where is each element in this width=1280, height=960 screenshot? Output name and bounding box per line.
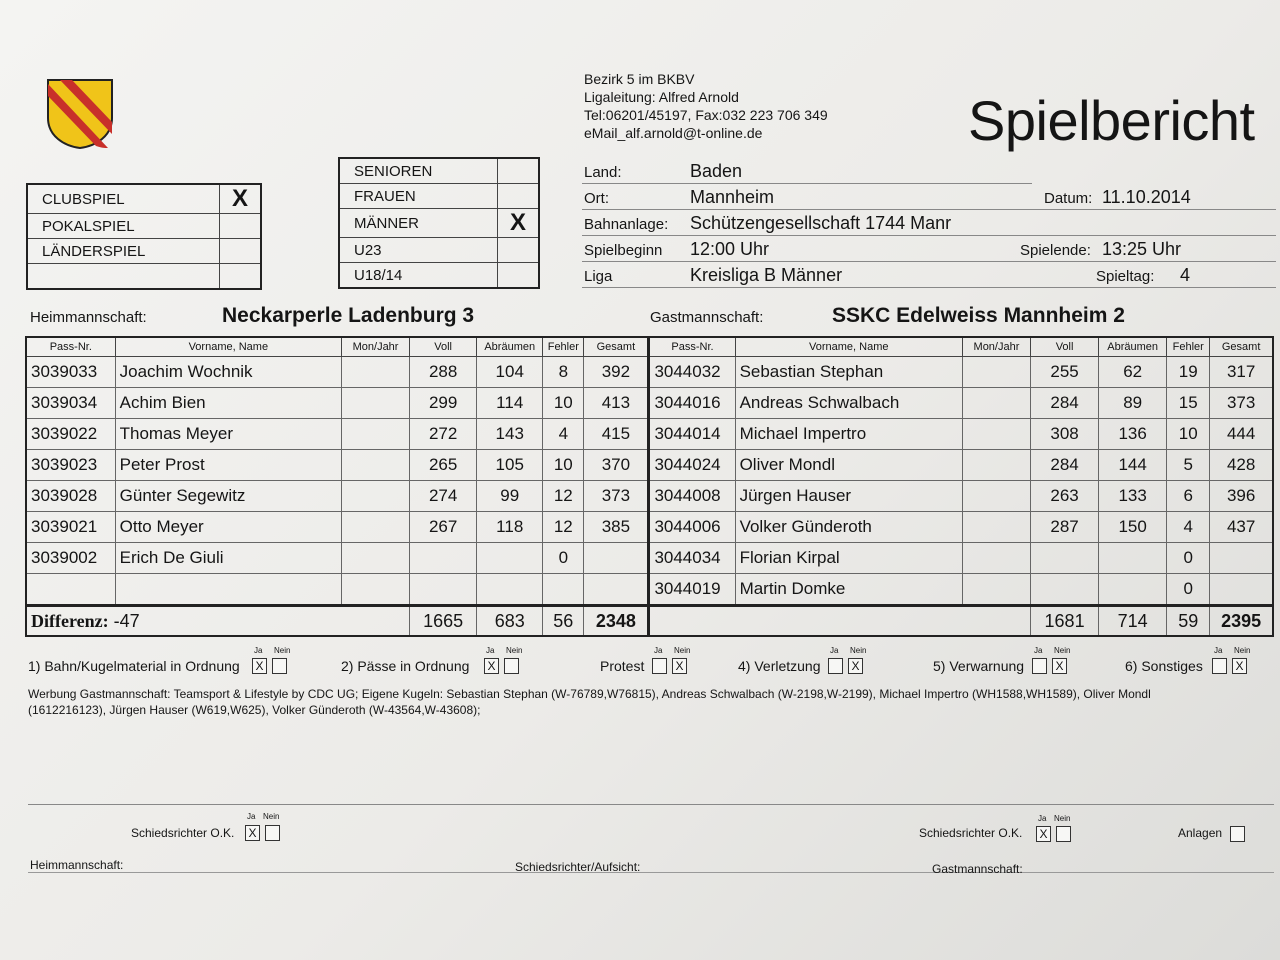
home-fehler-cell: 10 [543, 450, 584, 481]
home-abr-cell: 114 [477, 388, 543, 419]
guest-gesamt-cell: 437 [1210, 512, 1273, 543]
guest-voll-cell: 284 [1031, 388, 1099, 419]
ja-label: Ja [486, 646, 495, 655]
guest-fehler-cell: 0 [1167, 574, 1210, 606]
match-type-mark[interactable]: X [220, 184, 262, 214]
home-abr-cell: 105 [477, 450, 543, 481]
guest-mon-cell [962, 419, 1030, 450]
home-mon-cell [342, 357, 410, 388]
check-nein-checkbox[interactable]: X [672, 658, 687, 674]
match-type-mark[interactable] [220, 239, 262, 264]
table-row [26, 543, 1273, 574]
guest-abr-cell [1099, 543, 1167, 574]
info-row-bahn [582, 210, 1276, 236]
col-pass: Pass-Nr. [649, 337, 735, 357]
info-row-beginn [582, 236, 1276, 262]
table-row [26, 574, 1273, 606]
category-mark[interactable] [498, 158, 540, 184]
ja-label: Ja [1034, 646, 1043, 655]
guest-fehler-cell: 19 [1167, 357, 1210, 388]
col-voll: Voll [410, 337, 477, 357]
team-row [28, 300, 1274, 330]
home-pass-cell: 3039021 [26, 512, 115, 543]
guest-pass-cell: 3044016 [649, 388, 735, 419]
anlagen-label: Anlagen [1178, 826, 1223, 840]
association-info [584, 70, 828, 142]
check-ja-checkbox[interactable] [828, 658, 843, 674]
col-pass: Pass-Nr. [26, 337, 115, 357]
guest-voll-cell: 284 [1031, 450, 1099, 481]
guest-voll-cell [1031, 543, 1099, 574]
ja-label: Ja [830, 646, 839, 655]
guest-abr-cell: 89 [1099, 388, 1167, 419]
guest-voll-cell: 255 [1031, 357, 1099, 388]
check-nein-checkbox[interactable] [504, 658, 519, 674]
guest-voll-cell: 308 [1031, 419, 1099, 450]
home-fehler-cell [543, 574, 584, 606]
guest-gesamt-cell: 317 [1210, 357, 1273, 388]
home-voll-cell: 299 [410, 388, 477, 419]
score-table [25, 336, 1274, 637]
guest-gesamt-cell: 396 [1210, 481, 1273, 512]
home-mon-cell [342, 481, 410, 512]
guest-abr-cell: 133 [1099, 481, 1167, 512]
guest-name-cell: Sebastian Stephan [735, 357, 962, 388]
referee-ok-label-right: Schiedsrichter O.K. [919, 826, 1023, 840]
home-fehler-cell: 4 [543, 419, 584, 450]
home-name-cell: Erich De Giuli [115, 543, 341, 574]
home-mon-cell [342, 512, 410, 543]
home-abr-cell: 99 [477, 481, 543, 512]
page-title: Spielbericht [968, 89, 1255, 152]
guest-abr-cell: 150 [1099, 512, 1167, 543]
ja-label: Ja [654, 646, 663, 655]
home-name-cell: Thomas Meyer [115, 419, 341, 450]
table-row [26, 450, 1273, 481]
table-row [26, 481, 1273, 512]
assoc-line-2: Ligaleitung: Alfred Arnold [584, 89, 739, 105]
guest-team-name: SSKC Edelweiss Mannheim 2 [832, 304, 1125, 327]
match-type-mark[interactable] [220, 264, 262, 290]
check-label: 6) Sonstiges [1125, 658, 1203, 674]
check-nein-checkbox[interactable]: X [1052, 658, 1067, 674]
match-type-label: CLUBSPIEL [27, 184, 220, 214]
difference-label: Differenz: [31, 610, 109, 631]
home-gesamt-cell: 413 [584, 388, 649, 419]
bahn-value: Schützengesellschaft 1744 Manr [690, 213, 952, 233]
nein-label: Nein [506, 646, 523, 655]
signature-line [28, 872, 1274, 873]
category-mark[interactable] [498, 263, 540, 289]
check-label: 2) Pässe in Ordnung [341, 658, 470, 674]
match-type-box [26, 183, 262, 290]
referee-ok-right-nein-checkbox[interactable] [1056, 826, 1071, 842]
ende-label: Spielende: [1020, 242, 1091, 259]
match-type-label: LÄNDERSPIEL [27, 239, 220, 264]
home-voll-cell: 265 [410, 450, 477, 481]
home-fehler-cell: 0 [543, 543, 584, 574]
guest-gesamt-cell: 428 [1210, 450, 1273, 481]
category-box [338, 157, 540, 289]
home-abr-cell: 143 [477, 419, 543, 450]
guest-fehler-cell: 15 [1167, 388, 1210, 419]
guest-name-cell: Volker Günderoth [735, 512, 962, 543]
home-fehler-cell: 8 [543, 357, 584, 388]
ort-value: Mannheim [690, 187, 775, 207]
guest-total-voll: 1681 [1031, 606, 1099, 637]
col-name: Vorname, Name [115, 337, 341, 357]
beginn-value: 12:00 Uhr [690, 239, 770, 259]
home-gesamt-cell: 370 [584, 450, 649, 481]
guest-name-cell: Jürgen Hauser [735, 481, 962, 512]
check-nein-checkbox[interactable]: X [1232, 658, 1247, 674]
guest-signature-label: Gastmannschaft: [932, 862, 1023, 876]
home-voll-cell: 267 [410, 512, 477, 543]
match-type-label: POKALSPIEL [27, 214, 220, 239]
liga-label: Liga [584, 268, 613, 285]
col-name: Vorname, Name [735, 337, 962, 357]
info-row-land [582, 158, 1032, 184]
guest-name-cell: Martin Domke [735, 574, 962, 606]
home-abr-cell [477, 574, 543, 606]
category-label: U23 [339, 238, 498, 263]
guest-mon-cell [962, 574, 1030, 606]
home-voll-cell: 274 [410, 481, 477, 512]
assoc-line-1: Bezirk 5 im BKBV [584, 71, 695, 87]
guest-pass-cell: 3044034 [649, 543, 735, 574]
guest-fehler-cell: 5 [1167, 450, 1210, 481]
land-label: Land: [584, 164, 622, 181]
ja-label: Ja [1214, 646, 1223, 655]
guest-gesamt-cell: 373 [1210, 388, 1273, 419]
guest-pass-cell: 3044014 [649, 419, 735, 450]
home-name-cell: Achim Bien [115, 388, 341, 419]
col-mon: Mon/Jahr [342, 337, 410, 357]
home-name-cell: Günter Segewitz [115, 481, 341, 512]
check-nein-checkbox[interactable] [272, 658, 287, 674]
bkbv-logo [46, 78, 114, 150]
signature-area [28, 804, 1274, 805]
notes-text: Werbung Gastmannschaft: Teamsport & Lifestyle by CDC UG; Eigene Kugeln: Sebastian Stephan (W-76789,W76815), Andreas Schwalbach (W-2198,W-2199), Michael Impertro (WH1588,WH1589), Oliver Mondl (1612216123), Jürgen Hauser (W619,W625), Volker Günderoth (W-43564,W-43608); [28, 687, 1151, 717]
home-gesamt-cell: 373 [584, 481, 649, 512]
guest-pass-cell: 3044032 [649, 357, 735, 388]
guest-mon-cell [962, 388, 1030, 419]
check-label: 1) Bahn/Kugelmaterial in Ordnung [28, 658, 240, 674]
home-gesamt-cell: 385 [584, 512, 649, 543]
nein-label: Nein [274, 646, 291, 655]
home-team-label: Heimmannschaft: [30, 309, 147, 326]
home-voll-cell: 288 [410, 357, 477, 388]
ende-value: 13:25 Uhr [1102, 239, 1182, 259]
home-name-cell: Joachim Wochnik [115, 357, 341, 388]
assoc-line-3: Tel:06201/45197, Fax:032 223 706 349 [584, 107, 828, 123]
home-total-abr: 683 [477, 606, 543, 637]
home-name-cell: Otto Meyer [115, 512, 341, 543]
guest-voll-cell: 263 [1031, 481, 1099, 512]
guest-pass-cell: 3044008 [649, 481, 735, 512]
check-nein-checkbox[interactable]: X [848, 658, 863, 674]
home-pass-cell [26, 574, 115, 606]
col-gesamt: Gesamt [1210, 337, 1273, 357]
guest-name-cell: Michael Impertro [735, 419, 962, 450]
col-abr: Abräumen [477, 337, 543, 357]
guest-pass-cell: 3044019 [649, 574, 735, 606]
match-type-mark[interactable] [220, 214, 262, 239]
home-abr-cell: 118 [477, 512, 543, 543]
ja-label: Ja [1038, 814, 1047, 823]
check-ja-checkbox[interactable]: X [484, 658, 499, 674]
category-label: U18/14 [339, 263, 498, 289]
anlagen-checkbox[interactable] [1230, 826, 1245, 842]
home-mon-cell [342, 419, 410, 450]
bahn-label: Bahnanlage: [584, 216, 669, 233]
home-signature-label: Heimmannschaft: [30, 858, 124, 872]
guest-gesamt-cell: 444 [1210, 419, 1273, 450]
table-row [26, 512, 1273, 543]
ja-label: Ja [254, 646, 263, 655]
home-gesamt-cell [584, 543, 649, 574]
home-abr-cell [477, 543, 543, 574]
home-pass-cell: 3039028 [26, 481, 115, 512]
match-info [582, 158, 1276, 288]
home-mon-cell [342, 450, 410, 481]
nein-label: Nein [263, 812, 280, 821]
check-label: Protest [600, 658, 645, 674]
assoc-line-4: eMail_alf.arnold@t-online.de [584, 125, 763, 141]
guest-team-label: Gastmannschaft: [650, 309, 764, 326]
col-mon: Mon/Jahr [962, 337, 1030, 357]
category-label: SENIOREN [339, 158, 498, 184]
guest-total-spacer [649, 606, 1031, 637]
category-mark[interactable] [498, 238, 540, 263]
home-total-voll: 1665 [410, 606, 477, 637]
home-voll-cell: 272 [410, 419, 477, 450]
home-fehler-cell: 12 [543, 481, 584, 512]
referee-ok-right-ja-checkbox[interactable]: X [1036, 826, 1051, 842]
home-pass-cell: 3039022 [26, 419, 115, 450]
home-team-name: Neckarperle Ladenburg 3 [222, 304, 475, 327]
datum-value: 11.10.2014 [1102, 187, 1191, 207]
guest-name-cell: Andreas Schwalbach [735, 388, 962, 419]
home-mon-cell [342, 388, 410, 419]
guest-mon-cell [962, 357, 1030, 388]
land-value: Baden [690, 161, 743, 181]
col-abr: Abräumen [1099, 337, 1167, 357]
nein-label: Nein [850, 646, 867, 655]
difference-value: -47 [113, 610, 140, 631]
difference-cell [26, 606, 410, 637]
home-pass-cell: 3039033 [26, 357, 115, 388]
check-ja-checkbox[interactable] [1032, 658, 1047, 674]
nein-label: Nein [1234, 646, 1251, 655]
guest-fehler-cell: 0 [1167, 543, 1210, 574]
check-label: 4) Verletzung [738, 658, 821, 674]
guest-mon-cell [962, 450, 1030, 481]
nein-label: Nein [1054, 646, 1071, 655]
home-mon-cell [342, 543, 410, 574]
guest-fehler-cell: 6 [1167, 481, 1210, 512]
guest-fehler-cell: 4 [1167, 512, 1210, 543]
guest-mon-cell [962, 543, 1030, 574]
home-gesamt-cell [584, 574, 649, 606]
col-fehler: Fehler [1167, 337, 1210, 357]
guest-abr-cell: 62 [1099, 357, 1167, 388]
checks-row [28, 646, 1278, 680]
spieltag-label: Spieltag: [1096, 268, 1155, 285]
col-gesamt: Gesamt [584, 337, 649, 357]
check-label: 5) Verwarnung [933, 658, 1025, 674]
totals-row [26, 606, 1273, 637]
guest-pass-cell: 3044006 [649, 512, 735, 543]
home-mon-cell [342, 574, 410, 606]
table-row [26, 357, 1273, 388]
table-row [26, 388, 1273, 419]
col-fehler: Fehler [543, 337, 584, 357]
guest-voll-cell: 287 [1031, 512, 1099, 543]
datum-label: Datum: [1044, 190, 1093, 207]
check-ja-checkbox[interactable] [652, 658, 667, 674]
home-name-cell [115, 574, 341, 606]
check-ja-checkbox[interactable]: X [252, 658, 267, 674]
guest-gesamt-cell [1210, 543, 1273, 574]
table-row [26, 419, 1273, 450]
home-gesamt-cell: 392 [584, 357, 649, 388]
home-gesamt-cell: 415 [584, 419, 649, 450]
home-pass-cell: 3039034 [26, 388, 115, 419]
referee-ok-left-ja-checkbox[interactable]: X [245, 825, 260, 841]
guest-fehler-cell: 10 [1167, 419, 1210, 450]
referee-ok-left-nein-checkbox[interactable] [265, 825, 280, 841]
referee-signature-label: Schiedsrichter/Aufsicht: [515, 860, 641, 874]
home-fehler-cell: 12 [543, 512, 584, 543]
guest-name-cell: Oliver Mondl [735, 450, 962, 481]
guest-mon-cell [962, 481, 1030, 512]
nein-label: Nein [674, 646, 691, 655]
ort-label: Ort: [584, 190, 609, 207]
liga-value: Kreisliga B Männer [690, 265, 843, 285]
col-voll: Voll [1031, 337, 1099, 357]
home-pass-cell: 3039023 [26, 450, 115, 481]
home-total-gesamt: 2348 [584, 606, 649, 637]
guest-total-fehler: 59 [1167, 606, 1210, 637]
category-mark[interactable] [498, 184, 540, 209]
home-fehler-cell: 10 [543, 388, 584, 419]
ja-label: Ja [247, 812, 256, 821]
check-ja-checkbox[interactable] [1212, 658, 1227, 674]
home-abr-cell: 104 [477, 357, 543, 388]
guest-abr-cell: 144 [1099, 450, 1167, 481]
guest-pass-cell: 3044024 [649, 450, 735, 481]
home-voll-cell [410, 543, 477, 574]
nein-label: Nein [1054, 814, 1071, 823]
category-mark[interactable]: X [498, 209, 540, 238]
info-row-liga [582, 262, 1276, 288]
guest-total-gesamt: 2395 [1210, 606, 1273, 637]
guest-mon-cell [962, 512, 1030, 543]
table-header-row [26, 337, 1273, 357]
beginn-label: Spielbeginn [584, 242, 663, 259]
home-name-cell: Peter Prost [115, 450, 341, 481]
guest-abr-cell: 136 [1099, 419, 1167, 450]
category-label: FRAUEN [339, 184, 498, 209]
home-pass-cell: 3039002 [26, 543, 115, 574]
guest-voll-cell [1031, 574, 1099, 606]
match-type-label [27, 264, 220, 290]
guest-abr-cell [1099, 574, 1167, 606]
spieltag-value: 4 [1180, 265, 1191, 285]
info-row-ort [582, 184, 1276, 210]
referee-ok-label-left: Schiedsrichter O.K. [131, 826, 235, 840]
guest-total-abr: 714 [1099, 606, 1167, 637]
home-total-fehler: 56 [543, 606, 584, 637]
category-label: MÄNNER [339, 209, 498, 238]
guest-gesamt-cell [1210, 574, 1273, 606]
guest-name-cell: Florian Kirpal [735, 543, 962, 574]
home-voll-cell [410, 574, 477, 606]
